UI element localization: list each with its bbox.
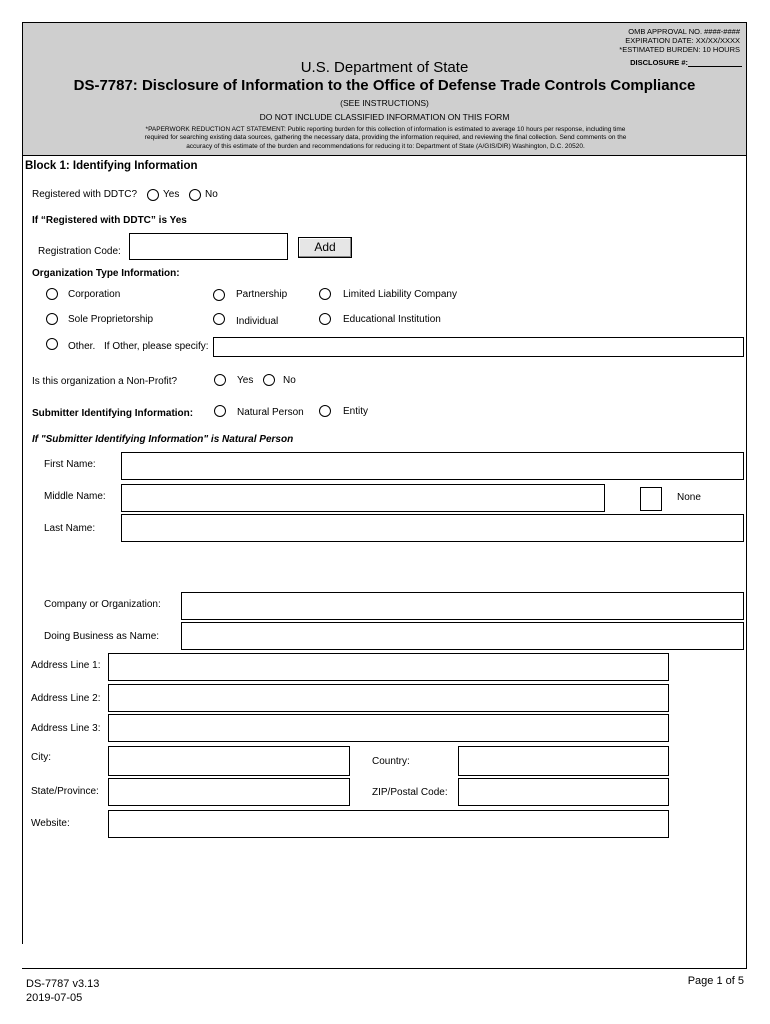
if-registered-heading: If “Registered with DDTC” is Yes: [32, 215, 187, 226]
zip-postal-code-input[interactable]: [458, 778, 669, 806]
frame-bottom-border: [22, 968, 747, 969]
org-type-heading: Organization Type Information:: [32, 268, 180, 279]
middle-name-none-label: None: [677, 492, 701, 503]
registration-code-input[interactable]: [129, 233, 288, 260]
nonprofit-yes-label: Yes: [237, 375, 254, 386]
address-line1-label: Address Line 1:: [31, 660, 101, 671]
registered-no-label: No: [205, 189, 218, 200]
no-classified-notice: DO NOT INCLUDE CLASSIFIED INFORMATION ON THIS FORM: [259, 112, 510, 122]
middle-name-none-checkbox[interactable]: [640, 487, 662, 511]
address-line2-input[interactable]: [108, 684, 669, 712]
llc-label: Limited Liability Company: [343, 289, 457, 300]
address-line3-label: Address Line 3:: [31, 723, 101, 734]
see-instructions: (SEE INSTRUCTIONS): [340, 98, 429, 108]
website-input[interactable]: [108, 810, 669, 838]
individual-radio[interactable]: [213, 313, 225, 325]
form-header: [22, 22, 747, 156]
city-input[interactable]: [108, 746, 350, 776]
educational-institution-radio[interactable]: [319, 313, 331, 325]
paperwork-reduction-statement: [83, 126, 688, 151]
website-label: Website:: [31, 818, 70, 829]
dba-label: Doing Business as Name:: [44, 631, 160, 642]
individual-label: Individual: [236, 316, 279, 327]
last-name-label: Last Name:: [44, 523, 96, 534]
registration-code-label: Registration Code:: [38, 246, 121, 257]
state-province-input[interactable]: [108, 778, 350, 806]
frame-right-border: [746, 156, 747, 968]
expiration-date: EXPIRATION DATE: XX/XX/XXXX: [625, 36, 740, 45]
form-version: DS-7787 v3.13: [26, 978, 100, 990]
pra-line: accuracy of this estimate of the burden and recommendations for reducing it to: Department of State (A/GIS/DIR) Washington, D.C. 20520.: [186, 142, 585, 150]
block1-title: Block 1: Identifying Information: [25, 160, 198, 172]
nonprofit-no-label: No: [283, 375, 296, 386]
company-label: Company or Organization:: [44, 599, 161, 610]
if-natural-person-heading: If "Submitter Identifying Information" is Natural Person: [32, 434, 294, 445]
partnership-label: Partnership: [236, 289, 288, 300]
address-line1-input[interactable]: [108, 653, 669, 681]
form-date: 2019-07-05: [26, 992, 83, 1004]
form-title: DS-7787: Disclosure of Information to the Office of Defense Trade Controls Compliance: [73, 77, 696, 94]
registered-no-radio[interactable]: [189, 189, 201, 201]
partnership-radio[interactable]: [213, 289, 225, 301]
sole-proprietorship-radio[interactable]: [46, 313, 58, 325]
first-name-label: First Name:: [44, 459, 96, 470]
department-name: U.S. Department of State: [300, 59, 469, 76]
middle-name-input[interactable]: [121, 484, 605, 512]
add-registration-code-button[interactable]: Add: [298, 237, 352, 258]
page-number: Page 1 of 5: [687, 975, 744, 987]
city-label: City:: [31, 752, 51, 763]
disclosure-label: DISCLOSURE #:: [630, 58, 688, 67]
omb-info: [619, 27, 740, 54]
zip-postal-code-label: ZIP/Postal Code:: [372, 787, 448, 798]
natural-person-label: Natural Person: [237, 407, 304, 418]
llc-radio[interactable]: [319, 288, 331, 300]
country-input[interactable]: [458, 746, 669, 776]
pra-line: required for searching existing data sources, gathering the necessary data, providing the information required, and reviewing the final collection. Send comments on the: [144, 134, 627, 142]
other-specify-label: If Other, please specify:: [104, 341, 209, 352]
nonprofit-question: Is this organization a Non-Profit?: [32, 376, 178, 387]
nonprofit-yes-radio[interactable]: [214, 374, 226, 386]
sole-proprietorship-label: Sole Proprietorship: [68, 314, 154, 325]
pra-line: *PAPERWORK REDUCTION ACT STATEMENT: Public reporting burden for this collection of information is estimated to average 10 hours per response, including time: [145, 126, 626, 133]
address-line3-input[interactable]: [108, 714, 669, 742]
dba-input[interactable]: [181, 622, 744, 650]
natural-person-radio[interactable]: [214, 405, 226, 417]
address-line2-label: Address Line 2:: [31, 693, 101, 704]
last-name-input[interactable]: [121, 514, 744, 542]
nonprofit-no-radio[interactable]: [263, 374, 275, 386]
entity-label: Entity: [343, 406, 369, 417]
entity-radio[interactable]: [319, 405, 331, 417]
form-version-info: [26, 977, 99, 1005]
other-org-label: Other.: [68, 341, 96, 352]
educational-institution-label: Educational Institution: [343, 314, 441, 325]
registered-yes-label: Yes: [163, 189, 180, 200]
registered-question: Registered with DDTC?: [32, 189, 138, 200]
other-specify-input[interactable]: [213, 337, 744, 357]
submitter-heading: Submitter Identifying Information:: [32, 408, 194, 419]
country-label: Country:: [372, 756, 410, 767]
omb-approval: OMB APPROVAL NO. ####-####: [628, 27, 740, 36]
state-province-label: State/Province:: [31, 786, 99, 797]
registered-yes-radio[interactable]: [147, 189, 159, 201]
first-name-input[interactable]: [121, 452, 744, 480]
middle-name-label: Middle Name:: [44, 491, 106, 502]
other-org-radio[interactable]: [46, 338, 58, 350]
corporation-label: Corporation: [68, 289, 121, 300]
frame-left-border: [22, 156, 23, 944]
company-input[interactable]: [181, 592, 744, 620]
corporation-radio[interactable]: [46, 288, 58, 300]
estimated-burden: *ESTIMATED BURDEN: 10 HOURS: [619, 45, 740, 54]
